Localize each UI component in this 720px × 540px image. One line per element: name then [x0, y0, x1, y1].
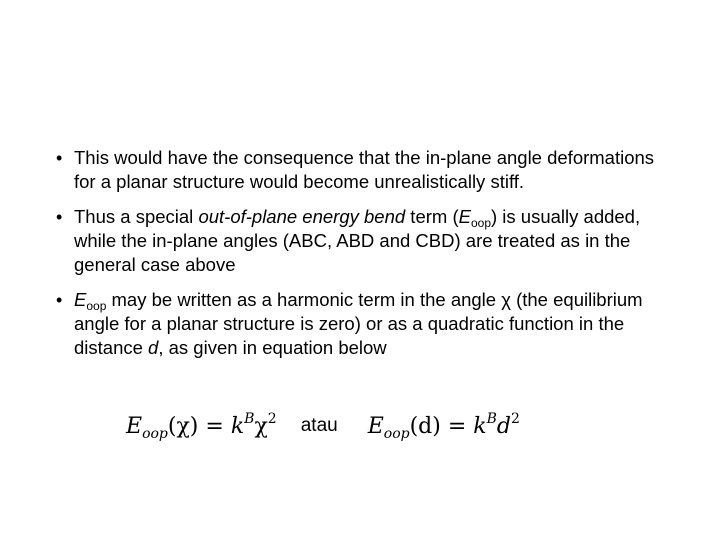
bullet-text-post: , as given in equation below	[158, 337, 387, 358]
energy-symbol: E	[74, 289, 87, 310]
eq-constant: k	[473, 413, 487, 439]
emphasis-term: out-of-plane energy bend	[198, 206, 406, 227]
chi-symbol: χ	[501, 289, 511, 310]
equation-right	[367, 410, 520, 442]
bullet-text-pre: may be written as a harmonic term in the angle	[106, 289, 502, 310]
eq-equals: =	[198, 413, 231, 439]
bullet-text-mid: (the equilibrium angle for a planar structure is zero) or as a quadratic function in the distance	[74, 289, 643, 358]
bullet-icon: •	[56, 148, 63, 168]
distance-variable: d	[148, 337, 159, 358]
bullet-item-3	[52, 288, 672, 360]
equation	[126, 406, 586, 446]
bullet-icon: •	[56, 290, 63, 310]
bullet-list	[52, 146, 672, 371]
eq-equals: =	[440, 413, 474, 439]
eq-energy-subscript: oop	[383, 425, 410, 442]
bullet-text-mid: term (	[405, 206, 459, 227]
eq-exponent: 2	[267, 410, 277, 427]
eq-variable: χ	[254, 413, 268, 439]
energy-subscript: oop	[86, 299, 107, 313]
bullet-text-post: ) is usually added, while the in-plane angles (ABC, ABD and CBD) are treated as in the general case above	[74, 206, 641, 275]
bullet-item-2	[52, 205, 672, 277]
eq-constant-superscript: B	[244, 410, 255, 427]
bullet-text: This would have the consequence that the in-plane angle deformations for a planar structure would become unrealistically stiff.	[74, 147, 655, 192]
eq-argument: (χ)	[167, 413, 199, 439]
equation-separator: atau	[300, 415, 338, 436]
eq-energy-symbol: E	[126, 413, 143, 439]
energy-symbol: E	[458, 206, 471, 227]
bullet-item-1	[52, 146, 672, 194]
bullet-text-pre: Thus a special	[74, 206, 199, 227]
eq-energy-symbol: E	[367, 413, 384, 439]
eq-variable: d	[496, 413, 511, 439]
energy-subscript: oop	[470, 216, 491, 230]
eq-argument: (d)	[409, 413, 441, 439]
eq-constant-superscript: B	[486, 410, 497, 427]
equation-left	[126, 410, 277, 442]
eq-exponent: 2	[511, 410, 520, 427]
bullet-icon: •	[56, 207, 63, 227]
eq-energy-subscript: oop	[142, 425, 168, 442]
eq-constant: k	[230, 413, 245, 439]
